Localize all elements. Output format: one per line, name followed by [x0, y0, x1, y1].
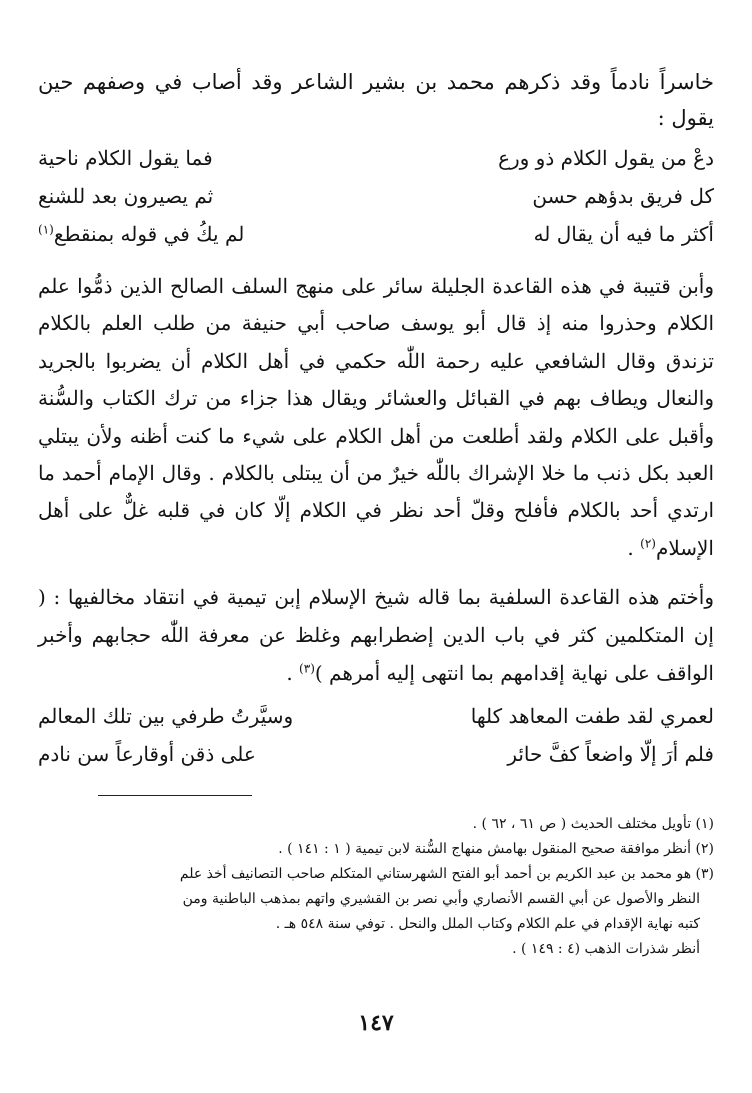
footnote-separator: [98, 795, 252, 796]
intro-paragraph: [38, 64, 714, 136]
poem-2-verse-1: [38, 704, 714, 742]
footnote-3-line-3: كتبه نهاية الإقدام في علم الكلام وكتاب الملل والنحل . توفي سنة ٥٤٨ هـ .: [275, 916, 700, 932]
verse-hemistich-left: على ذقن أوقارعاً سن نادم: [38, 742, 256, 766]
verse-hemistich-left: [38, 222, 244, 246]
footnote-3-line-2: النظر والأصول عن أبي القسم الأنصاري وأبي نصر بن القشيري واتهم بمذهب الباطنية ومن: [182, 891, 700, 907]
footnote-2: (٢) أنظر موافقة صحيح المنقول بهامش منهاج السُّنة لابن تيمية ( ١ : ١٤١ ) .: [278, 841, 714, 857]
verse-hemistich-right: فلم أرَ إلّا واضعاً كفَّ حائر: [507, 742, 714, 766]
footnote-1: (١) تأويل مختلف الحديث ( ص ٦١ ، ٦٢ ) .: [472, 816, 714, 832]
verse-hemistich-left: وسيَّرتُ طرفي بين تلك المعالم: [38, 704, 294, 728]
paragraph-3-body: وأختم هذه القاعدة السلفية بما قاله شيخ الإسلام إبن تيمية في انتقاد مخالفيها : ( إن المتكلمين كثر في باب الدين إضطرابهم وغلظ عن معرفة اللّٰه حجابهم وأخبر الواقف على نهاية إقدامهم بما انتهى إليه أمرهم ): [38, 585, 714, 685]
paragraph-3-text: [38, 578, 714, 692]
paragraph-2-end: .: [627, 535, 641, 560]
footnote-ref-2: (٢): [640, 536, 656, 551]
verse-hemistich-right: كل فريق بدؤهم حسن: [532, 184, 714, 208]
poem-1-verse-1: [38, 146, 714, 184]
paragraph-2-body: وأبن قتيبة في هذه القاعدة الجليلة سائر على منهج السلف الصالح الذين ذمُّوا علم الكلام وحذروا منه إذ قال أبو يوسف صاحب أبي حنيفة من طلب العلم بالكلام تزندق وقال الشافعي عليه رحمة اللّٰه حكمي في أهل الكلام أن يضربوا بالجريد والنعال ويطاف بهم في القبائل والعشائر ويقال هذا جزاء من ترك الكتاب والسُّنة وأقبل على الكلام ولقد أطلعت من أهل الكلام على شيء ما كنت أظنه ولأن يبتلي العبد بكل ذنب ما خلا الإشراك باللّٰه خيرٌ من أن يبتلى بالكلام . وقال الإمام أحمد ما ارتدي أحد بالكلام فأفلح وقلّ أحد نظر في الكلام إلّا كان في قلبه غلٌّ على أهل الإسلام: [38, 274, 714, 560]
footnote-ref-3: (٣): [299, 661, 315, 676]
poem-2-verse-2: [38, 742, 714, 780]
verse-hemistich-right: أكثر ما فيه أن يقال له: [533, 222, 714, 246]
verse-text: لم يكُ في قوله بمنقطع: [53, 222, 245, 246]
paragraph-2-text: [38, 268, 714, 567]
paragraph-2: [38, 268, 714, 567]
poem-1-verse-2: [38, 184, 714, 222]
verse-hemistich-right: لعمري لقد طفت المعاهد كلها: [470, 704, 714, 728]
footnote-ref-1: (١): [38, 222, 54, 237]
footnote-3-line-4: أنظر شذرات الذهب (٤ : ١٤٩ ) .: [512, 941, 700, 957]
footnote-3: (٣) هو محمد بن عبد الكريم بن أحمد أبو الفتح الشهرستاني المتكلم صاحب التصانيف أخذ علم: [179, 866, 714, 882]
verse-hemistich-right: دعْ من يقول الكلام ذو ورع: [498, 146, 714, 170]
intro-text: خاسراً نادماً وقد ذكرهم محمد بن بشير الشاعر وقد أصاب في وصفهم حين يقول :: [38, 70, 714, 130]
page-number: ١٤٧: [358, 1010, 394, 1036]
paragraph-3-end: .: [286, 661, 300, 685]
poem-1-verse-3: [38, 222, 714, 260]
paragraph-3: [38, 578, 714, 692]
verse-hemistich-left: فما يقول الكلام ناحية: [38, 146, 213, 170]
verse-hemistich-left: ثم يصيرون بعد للشنع: [38, 184, 214, 208]
footnotes: [38, 812, 714, 962]
